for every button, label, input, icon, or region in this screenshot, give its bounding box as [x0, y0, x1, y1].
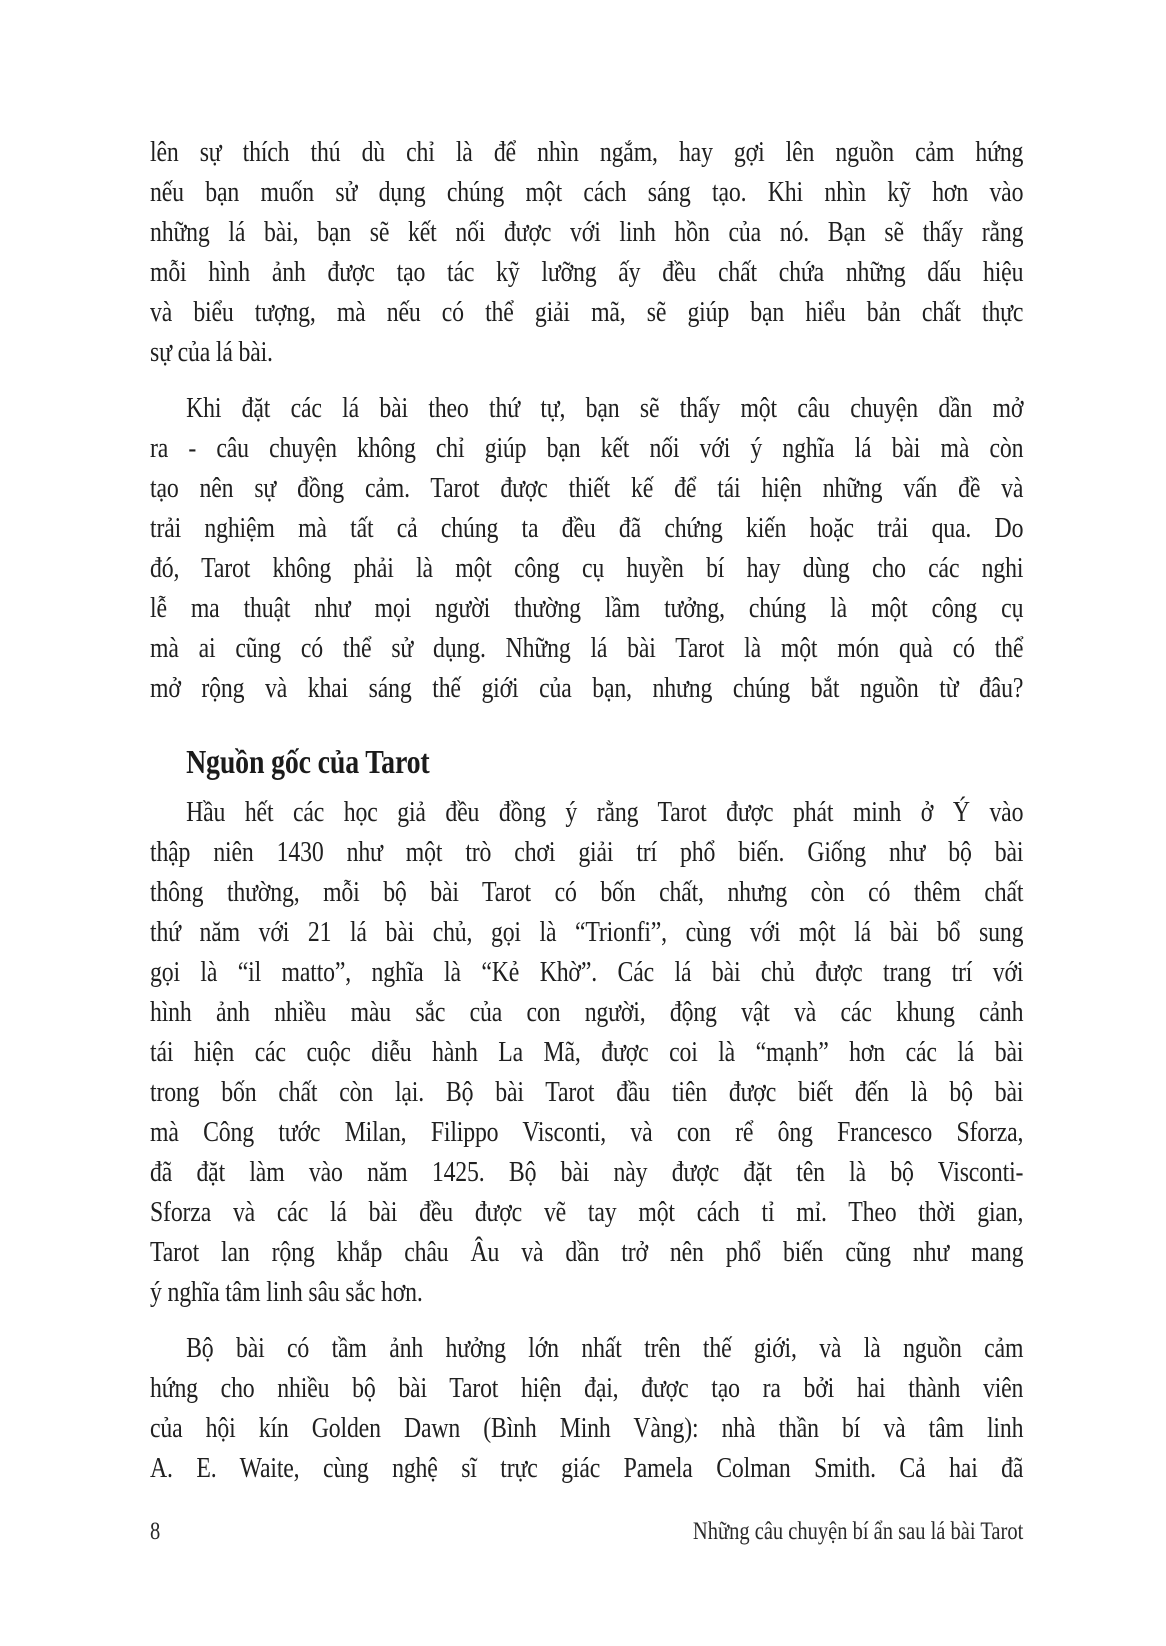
- text-line: ý nghĩa tâm linh sâu sắc hơn.: [150, 1276, 423, 1308]
- page-number: 8: [150, 1518, 161, 1545]
- text-line: tạo nên sự đồng cảm. Tarot được thiết kế để tái hiện những vấn đề và: [150, 472, 1024, 504]
- paragraph: [150, 792, 1023, 1312]
- text-line: lễ ma thuật như mọi người thường lầm tưởng, chúng là một công cụ: [150, 592, 1024, 624]
- text-line: mỗi hình ảnh được tạo tác kỹ lưỡng ấy đều chất chứa những dấu hiệu: [150, 256, 1024, 288]
- text-line: Tarot lan rộng khắp châu Âu và dần trở nên phổ biến cũng như mang: [150, 1236, 1024, 1268]
- text-line: mở rộng và khai sáng thế giới của bạn, nhưng chúng bắt nguồn từ đâu?: [150, 672, 1024, 704]
- text-line: Sforza và các lá bài đều được vẽ tay một cách tỉ mỉ. Theo thời gian,: [150, 1196, 1024, 1228]
- text-line: Hầu hết các học giả đều đồng ý rằng Tarot được phát minh ở Ý vào: [186, 796, 1024, 828]
- section-heading: Nguồn gốc của Tarot: [186, 744, 430, 781]
- text-line: tái hiện các cuộc diễu hành La Mã, được coi là “mạnh” hơn các lá bài: [150, 1036, 1024, 1068]
- text-line: ra - câu chuyện không chỉ giúp bạn kết nối với ý nghĩa lá bài mà còn: [150, 432, 1024, 464]
- text-line: của hội kín Golden Dawn (Bình Minh Vàng): nhà thần bí và tâm linh: [150, 1412, 1024, 1444]
- text-line: thứ năm với 21 lá bài chủ, gọi là “Trionfi”, cùng với một lá bài bổ sung: [150, 916, 1024, 948]
- paragraph-continuation: [150, 132, 1023, 372]
- text-line: Khi đặt các lá bài theo thứ tự, bạn sẽ thấy một câu chuyện dần mở: [186, 392, 1024, 424]
- text-line: những lá bài, bạn sẽ kết nối được với linh hồn của nó. Bạn sẽ thấy rằng: [150, 216, 1024, 248]
- page-footer: [150, 1516, 1023, 1548]
- text-line: mà Công tước Milan, Filippo Visconti, và con rể ông Francesco Sforza,: [150, 1116, 1024, 1148]
- text-line: hứng cho nhiều bộ bài Tarot hiện đại, được tạo ra bởi hai thành viên: [150, 1372, 1024, 1404]
- text-line: và biểu tượng, mà nếu có thể giải mã, sẽ giúp bạn hiểu bản chất thực: [150, 296, 1024, 328]
- text-line: đó, Tarot không phải là một công cụ huyền bí hay dùng cho các nghi: [150, 552, 1024, 584]
- paragraph: [150, 1328, 1023, 1488]
- text-line: trong bốn chất còn lại. Bộ bài Tarot đầu tiên được biết đến là bộ bài: [150, 1076, 1024, 1108]
- text-line: thông thường, mỗi bộ bài Tarot có bốn chất, nhưng còn có thêm chất: [150, 876, 1024, 908]
- running-title: Những câu chuyện bí ẩn sau lá bài Tarot: [692, 1518, 1024, 1545]
- text-line: sự của lá bài.: [150, 336, 273, 368]
- text-line: hình ảnh nhiều màu sắc của con người, động vật và các khung cảnh: [150, 996, 1024, 1028]
- text-line: mà ai cũng có thể sử dụng. Những lá bài Tarot là một món quà có thể: [150, 632, 1024, 664]
- text-line: nếu bạn muốn sử dụng chúng một cách sáng tạo. Khi nhìn kỹ hơn vào: [150, 176, 1024, 208]
- text-line: trải nghiệm mà tất cả chúng ta đều đã chứng kiến hoặc trải qua. Do: [150, 512, 1024, 544]
- text-column: [150, 132, 1023, 1488]
- text-line: thập niên 1430 như một trò chơi giải trí phổ biến. Giống như bộ bài: [150, 836, 1024, 868]
- paragraph: [150, 388, 1023, 708]
- text-line: Bộ bài có tầm ảnh hưởng lớn nhất trên thế giới, và là nguồn cảm: [186, 1332, 1024, 1364]
- text-line: gọi là “il matto”, nghĩa là “Kẻ Khờ”. Các lá bài chủ được trang trí với: [150, 956, 1024, 988]
- text-line: A. E. Waite, cùng nghệ sĩ trực giác Pamela Colman Smith. Cả hai đã: [150, 1452, 1024, 1484]
- text-line: lên sự thích thú dù chỉ là để nhìn ngắm, hay gợi lên nguồn cảm hứng: [150, 136, 1024, 168]
- text-line: đã đặt làm vào năm 1425. Bộ bài này được đặt tên là bộ Visconti-: [150, 1156, 1024, 1188]
